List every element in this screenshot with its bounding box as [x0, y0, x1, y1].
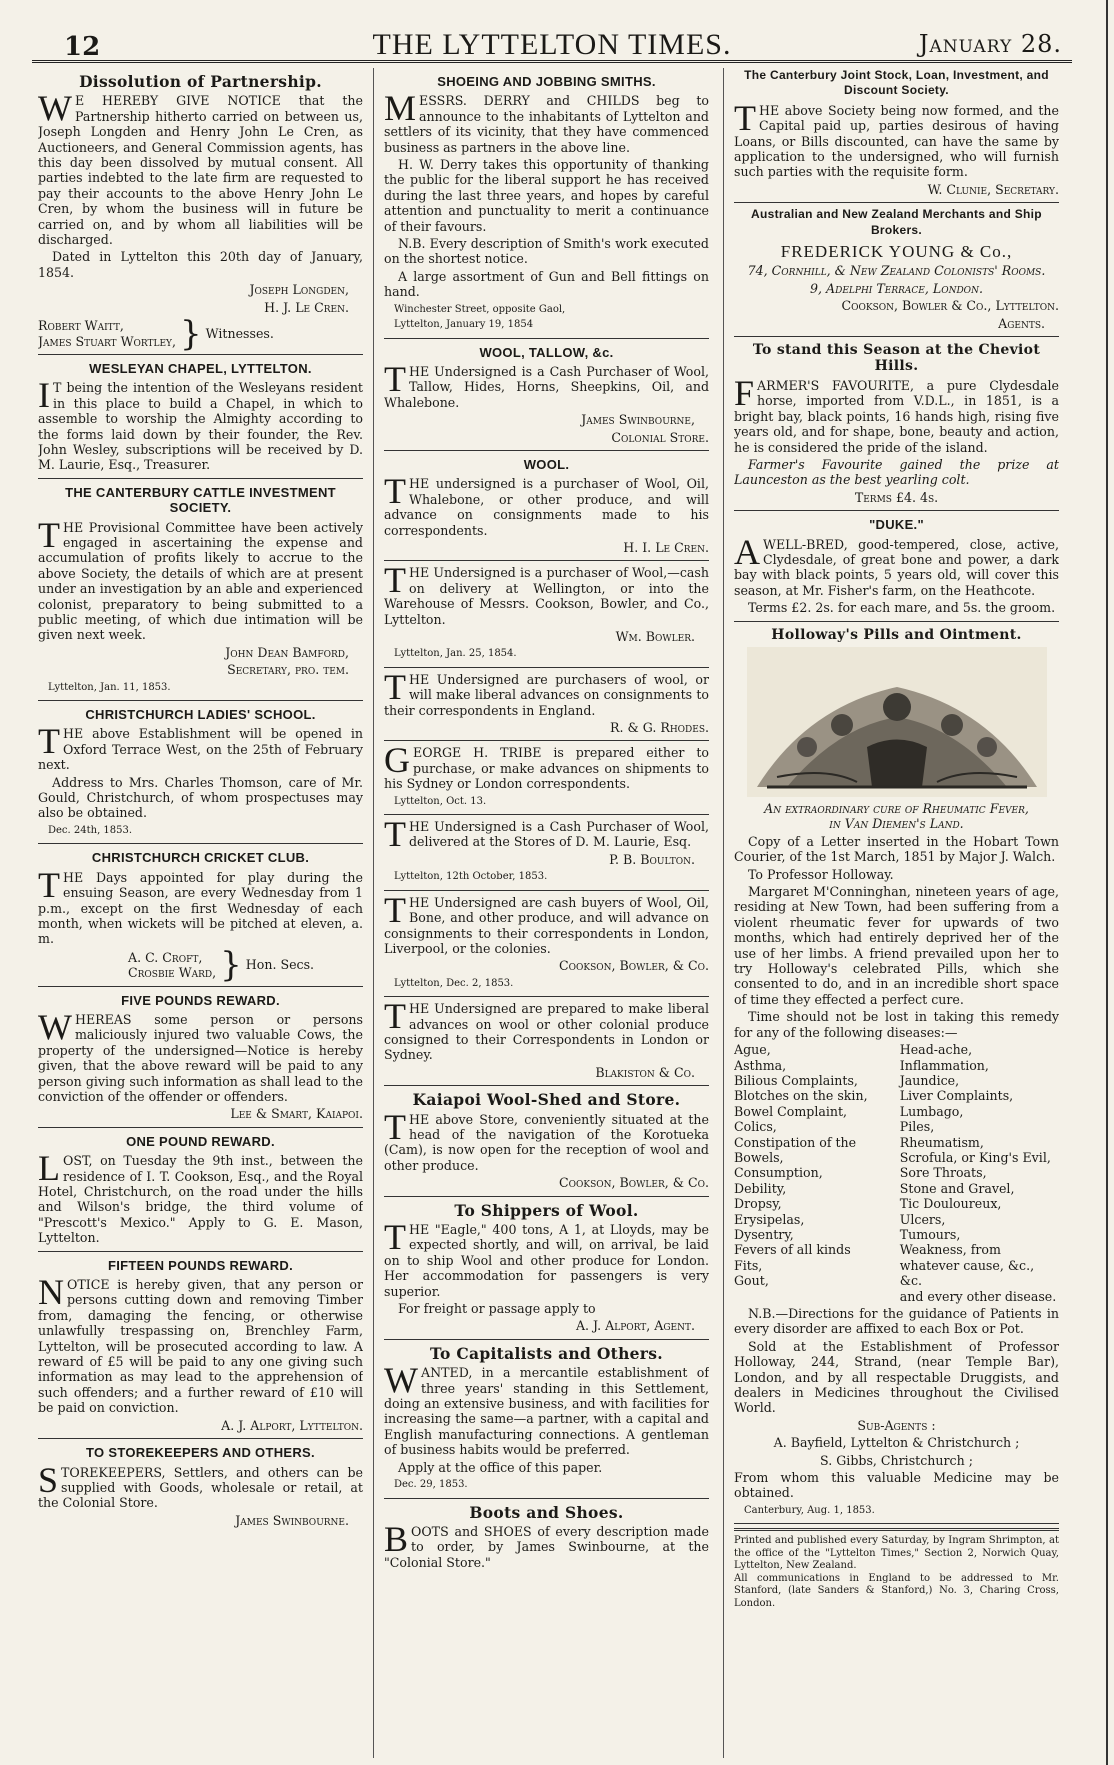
ad-signature: John Dean Bamford,	[225, 644, 349, 660]
ad-body: THE Undersigned are purchasers of wool, or will make liberal advances on consignments to their correspondents in England.	[384, 666, 709, 718]
ad-body: STOREKEEPERS, Settlers, and others can be supplied with Goods, wholesale or retail, at the Colonial Store.	[38, 1459, 363, 1511]
ad-title: The Canterbury Joint Stock, Loan, Investment, and Discount Society.	[744, 68, 1049, 98]
column-1	[38, 68, 363, 1758]
disease-item: Erysipelas,	[734, 1211, 805, 1227]
ad-paragraph: Margaret M'Conninghan, nineteen years of age, residing at New Town, had been suffering from a violent rheumatic fever for upwards of two months, which had entirely deprived her of the use of her limbs. A friend prevailed upon her to try Holloway's celebrated Pills, which she consented to do, and in an incredible short space of time they effected a perfect cure.	[734, 884, 1059, 1007]
firm-address: 74, Cornhill, & New Zealand Colonists' Rooms.	[747, 263, 1046, 279]
imprint-text: All communications in England to be addressed to Mr. Stanford, (late Sanders & Stanford,) No. 3, Charing Cross, London.	[734, 1572, 1059, 1609]
ad-date: Lyttelton, Jan. 11, 1853.	[48, 681, 171, 693]
ad-wool-tallow	[384, 345, 709, 451]
ad-signature: Lee & Smart, Kaiapoi.	[230, 1106, 363, 1122]
disease-item: Bilious Complaints,	[734, 1072, 858, 1088]
disease-item: Fevers of all kinds	[734, 1242, 851, 1258]
ad-title: WOOL, TALLOW, &c.	[479, 344, 614, 360]
disease-item: Liver Complaints,	[899, 1088, 1014, 1104]
ad-date: Dec. 29, 1853.	[394, 1479, 468, 1491]
ad-storekeepers	[38, 1445, 363, 1533]
ad-holloway	[734, 628, 1059, 1525]
ad-body: GEORGE H. TRIBE is prepared either to purchase, or make advances on shipments to his Sydney or London correspondents.	[384, 740, 709, 792]
ad-wool	[384, 457, 709, 561]
firm-name: FREDERICK YOUNG & Co.,	[780, 242, 1013, 262]
disease-item: Dysentry,	[734, 1226, 794, 1242]
disease-item: Sore Throats,	[899, 1165, 987, 1181]
disease-item: Debility,	[734, 1180, 787, 1196]
ad-signature-role: Secretary, pro. tem.	[227, 662, 349, 678]
disease-item: Bowel Complaint,	[734, 1103, 848, 1119]
ad-paragraph: Sold at the Establishment of Professor Holloway, 244, Strand, (near Temple Bar), London, and by all respectable Druggists, and dealers in Medicines throughout the Civilised World.	[734, 1338, 1059, 1416]
disease-item: Rheumatism,	[899, 1134, 984, 1150]
ad-boots	[384, 1502, 709, 1576]
masthead	[32, 18, 1072, 63]
ad-boulton	[384, 814, 709, 891]
ad-body: MESSRS. DERRY and CHILDS beg to announce to the inhabitants of Lyttelton and settlers of its vicinity, that they have commenced business as partners in the above line.	[384, 88, 709, 155]
ad-shippers	[384, 1200, 709, 1340]
ad-title: To stand this Season at the Cheviot Hills.	[752, 342, 1041, 374]
disease-item: Consumption,	[734, 1165, 823, 1181]
imprint-footer	[734, 1528, 1059, 1610]
ad-paragraph: N.B.—Directions for the guidance of Patients in every disorder are affixed to each Box or Pot.	[734, 1306, 1059, 1337]
disease-item: Fits,	[734, 1257, 763, 1273]
ad-body: THE above Establishment will be opened in Oxford Terrace West, on the 25th of February next.	[38, 721, 363, 773]
ad-paragraph: To Professor Holloway.	[748, 866, 894, 882]
ad-title: CHRISTCHURCH CRICKET CLUB.	[91, 850, 310, 866]
ad-signature: P. B. Boulton.	[609, 851, 695, 867]
firm-agents: Cookson, Bowler & Co., Lyttelton.	[841, 298, 1059, 314]
ad-dissolution	[38, 74, 363, 355]
ad-body: FARMER'S FAVOURITE, a pure Clydesdale horse, imported from V.D.L., in 1851, is a bright bay, black points, 16 hands high, rising five years old, and for shape, bone, beauty and action, he is considered the pride of the island.	[734, 372, 1059, 455]
ad-joint-stock	[734, 68, 1059, 203]
ad-frederick-young	[734, 207, 1059, 337]
column-rule	[723, 68, 724, 1758]
disease-item: Colics,	[734, 1119, 777, 1135]
ad-body: BOOTS and SHOES of every description made to order, by James Swinbourne, at the "Colonial Store."	[384, 1518, 709, 1570]
ad-date: Lyttelton, Oct. 13.	[394, 795, 487, 807]
secretary-name: A. C. Croft,	[128, 949, 203, 965]
column-2	[384, 68, 709, 1758]
ad-title: CHRISTCHURCH LADIES' SCHOOL.	[85, 707, 316, 723]
ad-date: Dec. 24th, 1853.	[48, 824, 133, 836]
ad-body: THE Provisional Committee have been actively engaged in ascertaining the expense and accumulation of profits likely to accrue to the above Society, the details of which are at present under an investigation by an able and experienced colonist, preparatory to being submitted to a public meeting, of which due intimation will be given next week.	[38, 514, 363, 643]
ad-dated: Dated in Lyttelton this 20th day of January, 1854.	[38, 249, 363, 280]
ad-signature: Cookson, Bowler, & Co.	[559, 958, 709, 974]
ad-cricket-club	[38, 850, 363, 986]
ad-note: For freight or passage apply to	[398, 1301, 596, 1317]
ad-signature: James Swinbourne,	[581, 412, 695, 428]
ad-paragraph: Time should not be lost in taking this remedy for any of the following diseases:—	[734, 1009, 1059, 1040]
disease-item: Gout,	[734, 1273, 769, 1289]
ad-body: THE Undersigned is a purchaser of Wool,—cash on delivery at Wellington, or into the Warehouse of Messrs. Cookson, Bowler, and Co., Lyttelton.	[384, 560, 709, 627]
secretaries-block	[38, 945, 363, 986]
ad-note: Apply at the office of this paper.	[398, 1459, 603, 1475]
ad-date: Lyttelton, January 19, 1854	[394, 319, 534, 331]
ad-signature: Cookson, Bowler, & Co.	[559, 1175, 709, 1191]
ad-one-pound	[38, 1134, 363, 1252]
ad-body: THE above Society being now formed, and the Capital paid up, parties desirous of having Loans, or Bills discounted, can have the same by application to the undersigned, who will furnish such parties with the requisite form.	[734, 97, 1059, 180]
ad-title: ONE POUND REWARD.	[126, 1133, 275, 1149]
signer: Joseph Longden,	[249, 282, 349, 298]
disease-item: Blotches on the skin,	[734, 1088, 868, 1104]
ad-body: THE above Store, conveniently situated at the head of the navigation of the Korotueka (Cam), is now open for the reception of wool and other produce.	[384, 1106, 709, 1173]
disease-item: Tic Douloureux,	[899, 1196, 1002, 1212]
disease-item: Ague,	[734, 1042, 771, 1058]
ad-title: SHOEING AND JOBBING SMITHS.	[437, 74, 656, 89]
ad-body: THE "Eagle," 400 tons, A 1, at Lloyds, may be expected shortly, and will, on arrival, be laid on to ship Wool and other produce for London. Her accommodation for passengers is very superior.	[384, 1217, 709, 1299]
sub-agent: A. Bayfield, Lyttelton & Christchurch ;	[773, 1435, 1020, 1451]
ad-signature: A. J. Alport, Lyttelton.	[221, 1417, 363, 1433]
ad-address: Winchester Street, opposite Gaol,	[394, 303, 566, 315]
page-number: 12	[64, 32, 101, 62]
newspaper-title: THE LYTTELTON TIMES.	[372, 28, 732, 61]
disease-item: and every other disease.	[899, 1288, 1057, 1304]
ad-body: THE Undersigned are prepared to make liberal advances on wool or other colonial produce consigned to their Correspondents in London or Sydney.	[384, 996, 709, 1063]
disease-item: Weakness, from whatever cause, &c., &c.	[899, 1242, 1035, 1289]
ad-paragraph: N.B. Every description of Smith's work executed on the shortest notice.	[384, 236, 709, 267]
ad-body: AWELL-BRED, good-tempered, close, active, Clydesdale, of great bone and power, a dark bay with black points, 5 years old, will cover this season, at Mr. Fisher's farm, on the Heathcote.	[734, 531, 1059, 598]
witness-name: James Stuart Wortley,	[38, 333, 176, 349]
ad-rhodes	[384, 666, 709, 742]
ad-body: WHEREAS some person or persons maliciously injured two valuable Cows, the property of the undersigned—Notice is hereby given, that the above reward will be paid to any person giving such information as shall lead to the conviction of the offender or offenders.	[38, 1006, 363, 1104]
column-3	[734, 68, 1059, 1758]
ad-ladies-school	[38, 707, 363, 844]
ad-smiths	[384, 74, 709, 339]
disease-item: Jaundice,	[899, 1072, 960, 1088]
ad-signature: Blakiston & Co.	[595, 1064, 695, 1080]
disease-item: Ulcers,	[899, 1211, 946, 1227]
ad-title: THE CANTERBURY CATTLE INVESTMENT SOCIETY.	[65, 484, 336, 516]
ad-terms: Terms £4. 4s.	[854, 489, 939, 505]
witness-block	[38, 313, 363, 354]
ad-signature: James Swinbourne.	[235, 1512, 349, 1528]
signer: H. J. Le Cren.	[264, 299, 349, 315]
ad-date: Canterbury, Aug. 1, 1853.	[744, 1504, 875, 1516]
diseases-left	[734, 1042, 893, 1304]
ad-paragraph: Copy of a Letter inserted in the Hobart Town Courier, of the 1st March, 1851 by Major J. Walch.	[734, 833, 1059, 865]
ad-title: WESLEYAN CHAPEL, LYTTELTON.	[89, 360, 312, 376]
disease-item: Head-ache,	[899, 1042, 973, 1058]
disease-item: Dropsy,	[734, 1196, 782, 1212]
column-rule	[373, 68, 374, 1758]
ad-body: WANTED, in a mercantile establishment of three years' standing in this Settlement, doing an extensive business, and with facilities for increasing the same—a partner, with a capital and English manufacturing connections. A gentleman of business habits would be preferred.	[384, 1360, 709, 1458]
ad-signature: R. & G. Rhodes.	[610, 720, 709, 736]
ad-body: NOTICE is hereby given, that any person or persons cutting down and removing Timber from, damaging the fencing, or otherwise unlawfully trespassing on, Brenchley Farm, Lyttelton, will be prosecuted according to law. A reward of £5 will be paid to any one giving such information as may lead to the apprehension of such offenders; and a further reward of £10 will be paid on conviction.	[38, 1272, 363, 1416]
ad-capitalists	[384, 1343, 709, 1499]
ad-cattle-society	[38, 485, 363, 701]
ad-cheviot	[734, 343, 1059, 511]
secretary-role: Hon. Secs.	[245, 957, 315, 973]
disease-item: Constipation of the Bowels,	[734, 1134, 857, 1165]
ad-body: THE undersigned is a purchaser of Wool, Oil, Whalebone, or other produce, and will advance on consignments made to his correspondents.	[384, 471, 709, 538]
ad-title: FIVE POUNDS REWARD.	[121, 992, 280, 1008]
ad-title: To Capitalists and Others.	[429, 1343, 663, 1363]
ad-title: TO STOREKEEPERS AND OTHERS.	[86, 1445, 315, 1461]
disease-item: Stone and Gravel,	[899, 1180, 1015, 1196]
page-edge	[1106, 0, 1108, 1765]
ad-signature: Wm. Bowler.	[615, 629, 695, 644]
ad-body: THE Undersigned is a Cash Purchaser of Wool, Tallow, Hides, Horns, Sheepkins, Oil, and Whalebone.	[384, 358, 709, 410]
ad-paragraph: A large assortment of Gun and Bell fittings on hand.	[384, 268, 709, 300]
disease-item: Inflammation,	[899, 1057, 989, 1073]
ad-note: Farmer's Favourite gained the prize at Launceston as the best yearling colt.	[734, 456, 1059, 488]
witness-label: Witnesses.	[205, 325, 274, 341]
disease-item: Tumours,	[899, 1226, 961, 1242]
ad-bowler	[384, 560, 709, 667]
disease-item: Asthma,	[734, 1057, 787, 1073]
ad-tribe	[384, 740, 709, 815]
ad-body: IT being the intention of the Wesleyans resident in this place to build a Chapel, in which to assemble to worship the Almighty according to the forms laid down by their founder, the Rev. John Wesley, subscriptions will be received by D. M. Laurie, Esq., Treasurer.	[38, 375, 363, 473]
brace-glyph: }	[180, 313, 202, 354]
ad-signature: W. Clunie, Secretary.	[927, 181, 1059, 197]
ad-fifteen-pounds	[38, 1258, 363, 1439]
ad-five-pounds	[38, 993, 363, 1128]
disease-item: Lumbago,	[899, 1103, 964, 1119]
brace-glyph: }	[220, 945, 242, 986]
ad-title: WOOL.	[523, 456, 570, 472]
ad-duke	[734, 517, 1059, 621]
firm-agents-label: Agents.	[998, 315, 1045, 331]
ad-kaiapoi	[384, 1092, 709, 1196]
ad-body: THE Undersigned is a Cash Purchaser of Wool, delivered at the Stores of D. M. Laurie, Esq.	[384, 814, 709, 855]
disease-item: Piles,	[899, 1119, 935, 1135]
ad-date: Lyttelton, 12th October, 1853.	[394, 871, 548, 883]
ad-title: Holloway's Pills and Ointment.	[771, 626, 1022, 643]
diseases-list	[734, 1042, 1059, 1304]
firm-address: 9, Adelphi Terrace, London.	[810, 280, 983, 296]
ad-body: WE HEREBY GIVE NOTICE that the Partnership hitherto carried on between us, Joseph Longden and Henry John Le Cren, as Auctioneers, and General Commission agents, has this day been dissolved by mutual consent. All parties indebted to the late firm are requested to pay their accounts to the above Henry John Le Cren, by whom the business will in future be carried on, and by whom all liabilities will be discharged.	[38, 88, 363, 248]
ad-date: Lyttelton, Jan. 25, 1854.	[394, 648, 517, 660]
ad-signature-place: Colonial Store.	[611, 429, 709, 445]
illustration-caption: in Van Diemen's Land.	[829, 816, 964, 832]
ad-title: Dissolution of Partnership.	[79, 72, 322, 91]
ad-body: LOST, on Tuesday the 9th inst., between the residence of I. T. Cookson, Esq., and the Royal Hotel, Christchurch, on the road under the hills and Wilson's bridge, the third volume of "Prescott's Mexico." Apply to G. E. Mason, Lyttelton.	[38, 1148, 363, 1246]
ad-body: THE Days appointed for play during the ensuing Season, are every Wednesday from 1 p.m., except on the first Wednesday of each month, when wickets will be pitched at eleven, a. m.	[38, 864, 363, 947]
imprint-text: Printed and published every Saturday, by Ingram Shrimpton, at the office of the "Lyttelton Times," Section 2, Norwich Quay, Lyttelton, New Zealand.	[734, 1535, 1059, 1572]
ad-blakiston	[384, 996, 709, 1086]
ad-body: THE Undersigned are cash buyers of Wool, Oil, Bone, and other produce, and will advance on consignments to their correspondents in London, Liverpool, or the colonies.	[384, 889, 709, 956]
ad-signature: A. J. Alport, Agent.	[575, 1318, 695, 1334]
sub-agents-label: Sub-Agents :	[857, 1417, 936, 1433]
ad-date: Lyttelton, Dec. 2, 1853.	[394, 977, 514, 989]
ad-terms: Terms £2. 2s. for each mare, and 5s. the groom.	[748, 600, 1056, 616]
secretary-name: Crosbie Ward,	[128, 965, 217, 981]
ad-note: Address to Mrs. Charles Thomson, care of Mr. Gould, Christchurch, of whom prospectuses may also be obtained.	[38, 774, 363, 821]
issue-date: January 28.	[918, 30, 1062, 58]
ad-signature: H. I. Le Cren.	[623, 539, 709, 555]
ad-cookson	[384, 889, 709, 997]
ad-title: FIFTEEN POUNDS REWARD.	[108, 1257, 293, 1273]
ad-paragraph: From whom this valuable Medicine may be obtained.	[734, 1470, 1059, 1501]
ad-wesleyan	[38, 361, 363, 479]
disease-item: Scrofula, or King's Evil,	[899, 1149, 1051, 1165]
illustration-caption: An extraordinary cure of Rheumatic Fever,	[764, 801, 1029, 816]
diseases-right	[900, 1042, 1059, 1304]
ad-title: "DUKE."	[869, 517, 924, 533]
witness-name: Robert Waitt,	[38, 318, 124, 334]
ad-title: Australian and New Zealand Merchants and Ship Brokers.	[751, 207, 1042, 237]
holloway-engraving-illustration	[747, 647, 1047, 797]
ad-paragraph: H. W. Derry takes this opportunity of thanking the public for the liberal support he has received during the last three years, and hopes by careful attention and punctuality to merit a continuance of their favours.	[384, 157, 709, 234]
ad-title: Boots and Shoes.	[469, 1502, 624, 1522]
ad-title: Kaiapoi Wool-Shed and Store.	[412, 1090, 681, 1110]
sub-agent: S. Gibbs, Christchurch ;	[820, 1452, 973, 1468]
ad-title: To Shippers of Wool.	[454, 1200, 639, 1220]
